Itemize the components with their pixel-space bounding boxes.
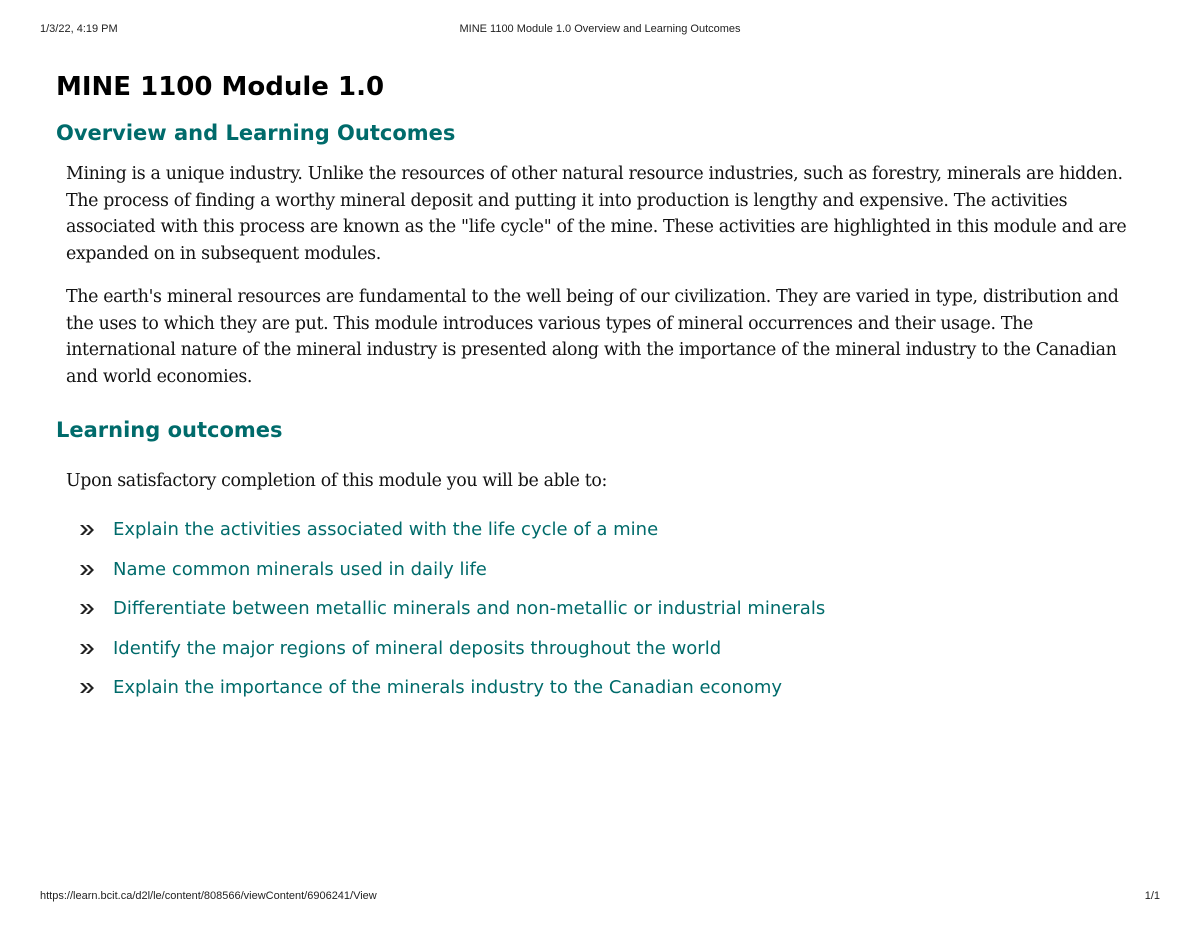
double-chevron-right-icon [79,524,95,536]
print-document-title: MINE 1100 Module 1.0 Overview and Learning Outcomes [459,23,741,35]
double-chevron-right-icon [79,682,95,694]
overview-paragraph-2: The earth's mineral resources are fundamental to the well being of our civilization. They are varied in type, distribution and the uses to which they are put. This module introduces various types of mineral occurrences and their usage. The international nature of the mineral industry is presented along with the importance of the mineral industry to the Canadian and world economies. [66,286,1119,387]
double-chevron-right-icon [79,564,95,576]
list-item [79,636,1146,676]
overview-heading: Overview and Learning Outcomes [56,121,456,145]
print-footer [40,890,1160,904]
learning-outcomes-list [79,517,1146,715]
overview-paragraph-1: Mining is a unique industry. Unlike the resources of other natural resource industries, such as forestry, minerals are hidden. The process of finding a worthy mineral deposit and putting it into production is lengthy and expensive. The activities associated with this process are known as the "life cycle" of the mine. These activities are highlighted in this module and are expanded on in subsequent modules. [66,164,1127,265]
outcome-text: Name common minerals used in daily life [113,558,487,580]
list-item [79,675,1146,715]
outcomes-intro: Upon satisfactory completion of this module you will be able to: [66,470,608,491]
outcome-text: Identify the major regions of mineral deposits throughout the world [113,637,722,659]
outcome-text: Explain the importance of the minerals industry to the Canadian economy [113,677,783,699]
double-chevron-right-icon [79,643,95,655]
page-url: https://learn.bcit.ca/d2l/le/content/808566/viewContent/6906241/View [40,890,377,902]
double-chevron-right-icon [79,603,95,615]
list-item [79,517,1146,557]
page-number: 1/1 [1144,890,1160,902]
print-header [40,23,1160,37]
list-item [79,596,1146,636]
page-content [56,68,1146,715]
print-date: 1/3/22, 4:19 PM [40,23,118,35]
outcome-text: Explain the activities associated with the life cycle of a mine [113,519,659,541]
learning-outcomes-heading: Learning outcomes [56,417,283,442]
outcome-text: Differentiate between metallic minerals and non-metallic or industrial minerals [113,598,826,620]
page-title: MINE 1100 Module 1.0 [56,72,385,102]
list-item [79,557,1146,597]
